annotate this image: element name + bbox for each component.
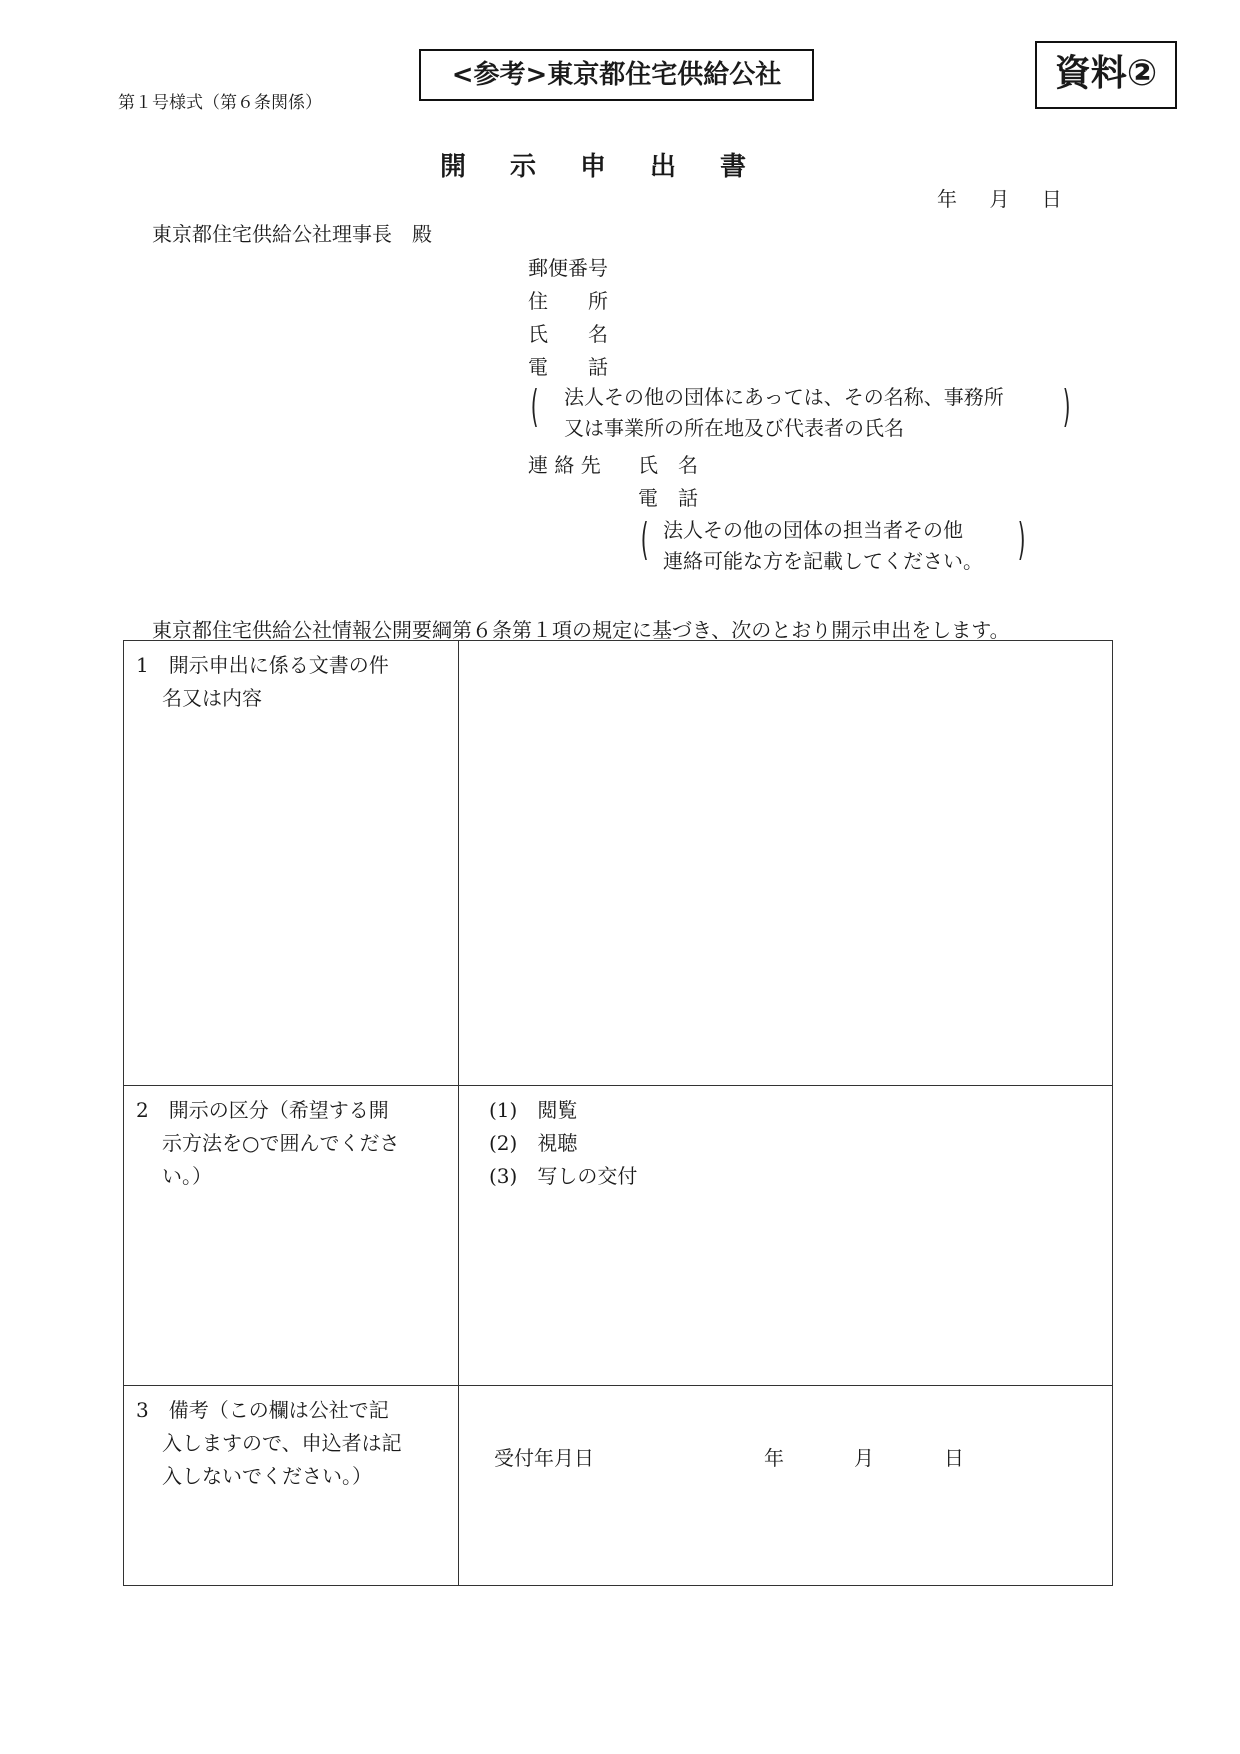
row1-label	[124, 641, 459, 1086]
date-year: 年	[937, 187, 957, 211]
bracket-open: (	[530, 381, 539, 432]
row3-label	[124, 1386, 459, 1586]
option-viewing[interactable]: (2) 視聴	[489, 1131, 578, 1155]
row1-label-line1: 1 開示申出に係る文書の件	[136, 653, 389, 677]
row2-label	[124, 1086, 459, 1386]
row1-label-line2: 名又は内容	[162, 686, 262, 710]
contact-note	[663, 515, 983, 577]
document-label: 資料②	[1035, 41, 1177, 109]
request-table	[123, 640, 1113, 1586]
date-day: 日	[1041, 187, 1062, 211]
addressee: 東京都住宅供給公社理事長 殿	[152, 222, 432, 246]
contact-bracket-close: )	[1017, 514, 1026, 565]
disclosure-method-field	[459, 1086, 1113, 1386]
submission-date	[937, 183, 1062, 212]
receipt-day: 日	[944, 1446, 964, 1470]
row3-label-line1: 3 備考（この欄は公社で記	[136, 1398, 389, 1422]
option-copy[interactable]: (3) 写しの交付	[489, 1164, 638, 1188]
table-row	[124, 1386, 1113, 1586]
bracket-close: )	[1062, 381, 1071, 432]
table-row	[124, 1086, 1113, 1386]
row2-label-line1: 2 開示の区分（希望する開	[136, 1098, 389, 1122]
postal-code-label: 郵便番号	[528, 256, 608, 280]
document-content-field[interactable]	[459, 641, 1113, 1086]
option-inspection[interactable]: (1) 閲覧	[489, 1098, 578, 1122]
row2-label-line2: 示方法を○で囲んでくださ	[162, 1131, 400, 1155]
applicant-note	[564, 382, 1004, 444]
reference-label: <参考>東京都住宅供給公社	[419, 49, 814, 101]
receipt-year: 年	[764, 1446, 784, 1470]
applicant-note-line2: 又は事業所の所在地及び代表者の氏名	[564, 416, 904, 440]
table-row	[124, 641, 1113, 1086]
name-label: 氏 名	[528, 322, 608, 346]
page-title: 開示申出書	[440, 152, 791, 182]
contact-bracket-open: (	[640, 514, 649, 565]
applicant-note-line1: 法人その他の団体にあっては、その名称、事務所	[564, 385, 1004, 409]
contact-note-line1: 法人その他の団体の担当者その他	[663, 518, 963, 542]
contact-name-label: 氏 名	[638, 453, 698, 477]
row3-label-line3: 入しないでください。）	[162, 1464, 372, 1488]
contact-phone-label: 電 話	[638, 486, 698, 510]
phone-label: 電 話	[528, 355, 608, 379]
row3-label-line2: 入しますので、申込者は記	[162, 1431, 402, 1455]
remarks-field	[459, 1386, 1113, 1586]
receipt-month: 月	[854, 1446, 874, 1470]
address-label: 住 所	[528, 289, 608, 313]
contact-note-line2: 連絡可能な方を記載してください。	[663, 549, 983, 573]
form-number: 第１号様式（第６条関係）	[118, 93, 322, 113]
receipt-date-label: 受付年月日	[494, 1446, 594, 1470]
contact-label: 連 絡 先	[528, 453, 601, 477]
row2-label-line3: い。）	[162, 1164, 212, 1188]
receipt-date	[459, 1386, 1112, 1471]
date-month: 月	[989, 187, 1010, 211]
lead-text: 東京都住宅供給公社情報公開要綱第６条第１項の規定に基づき、次のとおり開示申出をします。	[152, 618, 1010, 642]
